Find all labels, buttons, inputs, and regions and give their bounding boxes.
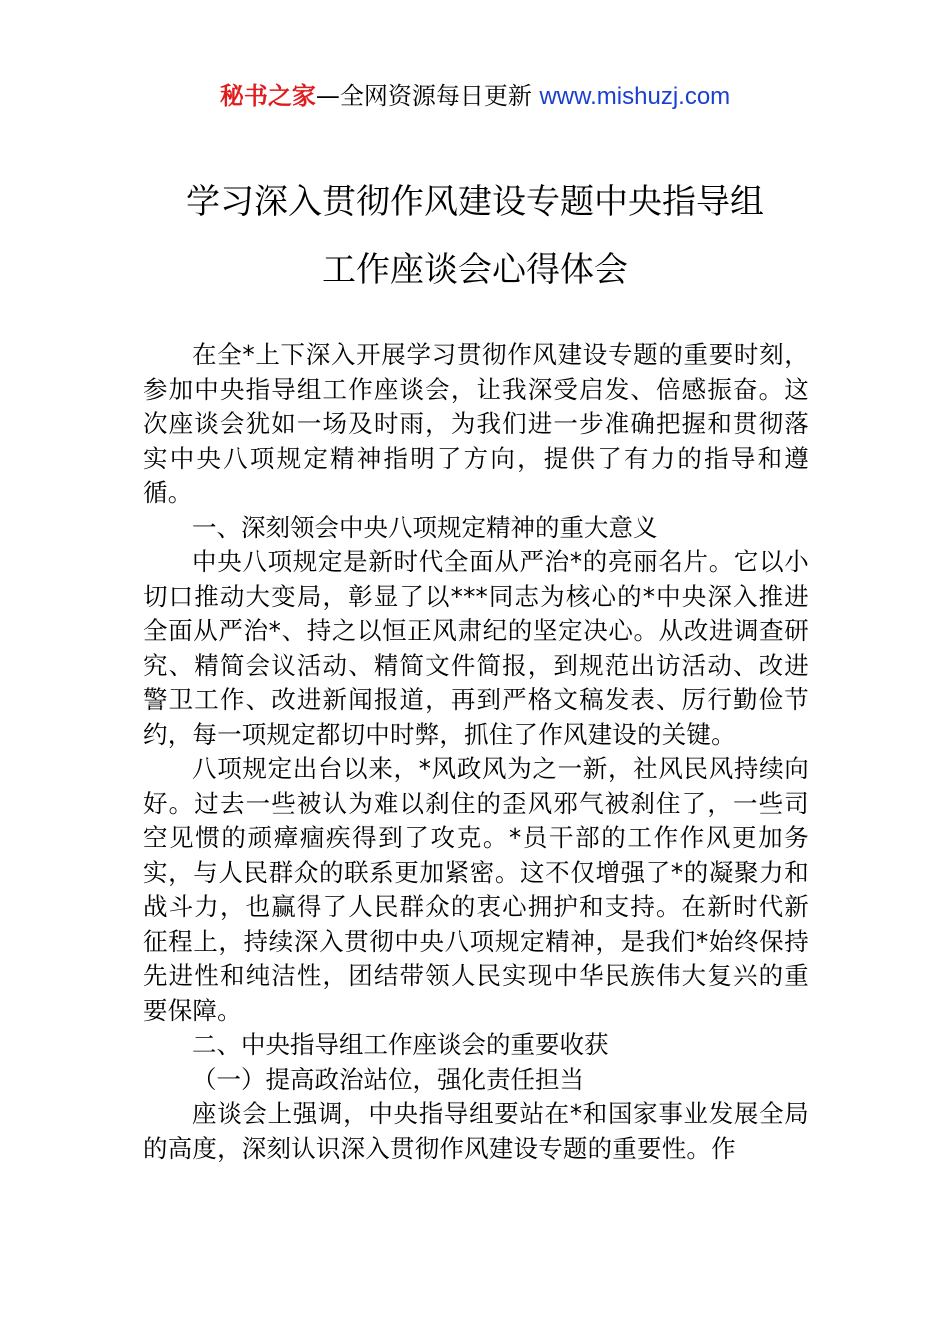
site-header	[0, 80, 950, 113]
site-tagline: —全网资源每日更新	[315, 82, 532, 110]
site-brand: 秘书之家	[219, 82, 316, 110]
paragraph-significance: 中央八项规定是新时代全面从严治*的亮丽名片。它以小切口推动大变局，彰显了以***同志为核心的*中央深入推进全面从严治*、持之以恒正风肃纪的坚定决心。从改进调查研究、精简会议活动、精简文件简报，到规范出访活动、改进警卫工作、改进新闻报道，再到严格文稿发表、厉行勤俭节约，每一项规定都切中时弊，抓住了作风建设的关键。	[143, 547, 809, 749]
document-title-line-1: 学习深入贯彻作风建设专题中央指导组	[186, 182, 764, 222]
paragraph-meeting: 座谈会上强调，中央指导组要站在*和国家事业发展全局的高度，深刻认识深入贯彻作风建设专题的重要性。作	[143, 1099, 809, 1163]
paragraph-intro: 在全*上下深入开展学习贯彻作风建设专题的重要时刻，参加中央指导组工作座谈会，让我深受启发、倍感振奋。这次座谈会犹如一场及时雨，为我们进一步准确把握和贯彻落实中央八项规定精神指明了方向，提供了有力的指导和遵循。	[143, 340, 809, 507]
subsection-heading-1: （一）提高政治站位，强化责任担当	[192, 1064, 584, 1094]
paragraph-achievements: 八项规定出台以来，*风政风为之一新，社风民风持续向好。过去一些被认为难以刹住的歪风邪气被刹住了，一些司空见惯的顽瘴痼疾得到了攻克。*员干部的工作作风更加务实，与人民群众的联系更加紧密。这不仅增强了*的凝聚力和战斗力，也赢得了人民群众的衷心拥护和支持。在新时代新征程上，持续深入贯彻中央八项规定精神，是我们*始终保持先进性和纯洁性，团结带领人民实现中华民族伟大复兴的重要保障。	[143, 754, 809, 1025]
site-url-link[interactable]: www.mishuzj.com	[539, 83, 731, 110]
document-body	[143, 338, 809, 1166]
document-title-line-2: 工作座谈会心得体会	[322, 250, 628, 290]
section-heading-1: 一、深刻领会中央八项规定精神的重大意义	[192, 512, 658, 542]
section-heading-2: 二、中央指导组工作座谈会的重要收获	[192, 1030, 609, 1059]
